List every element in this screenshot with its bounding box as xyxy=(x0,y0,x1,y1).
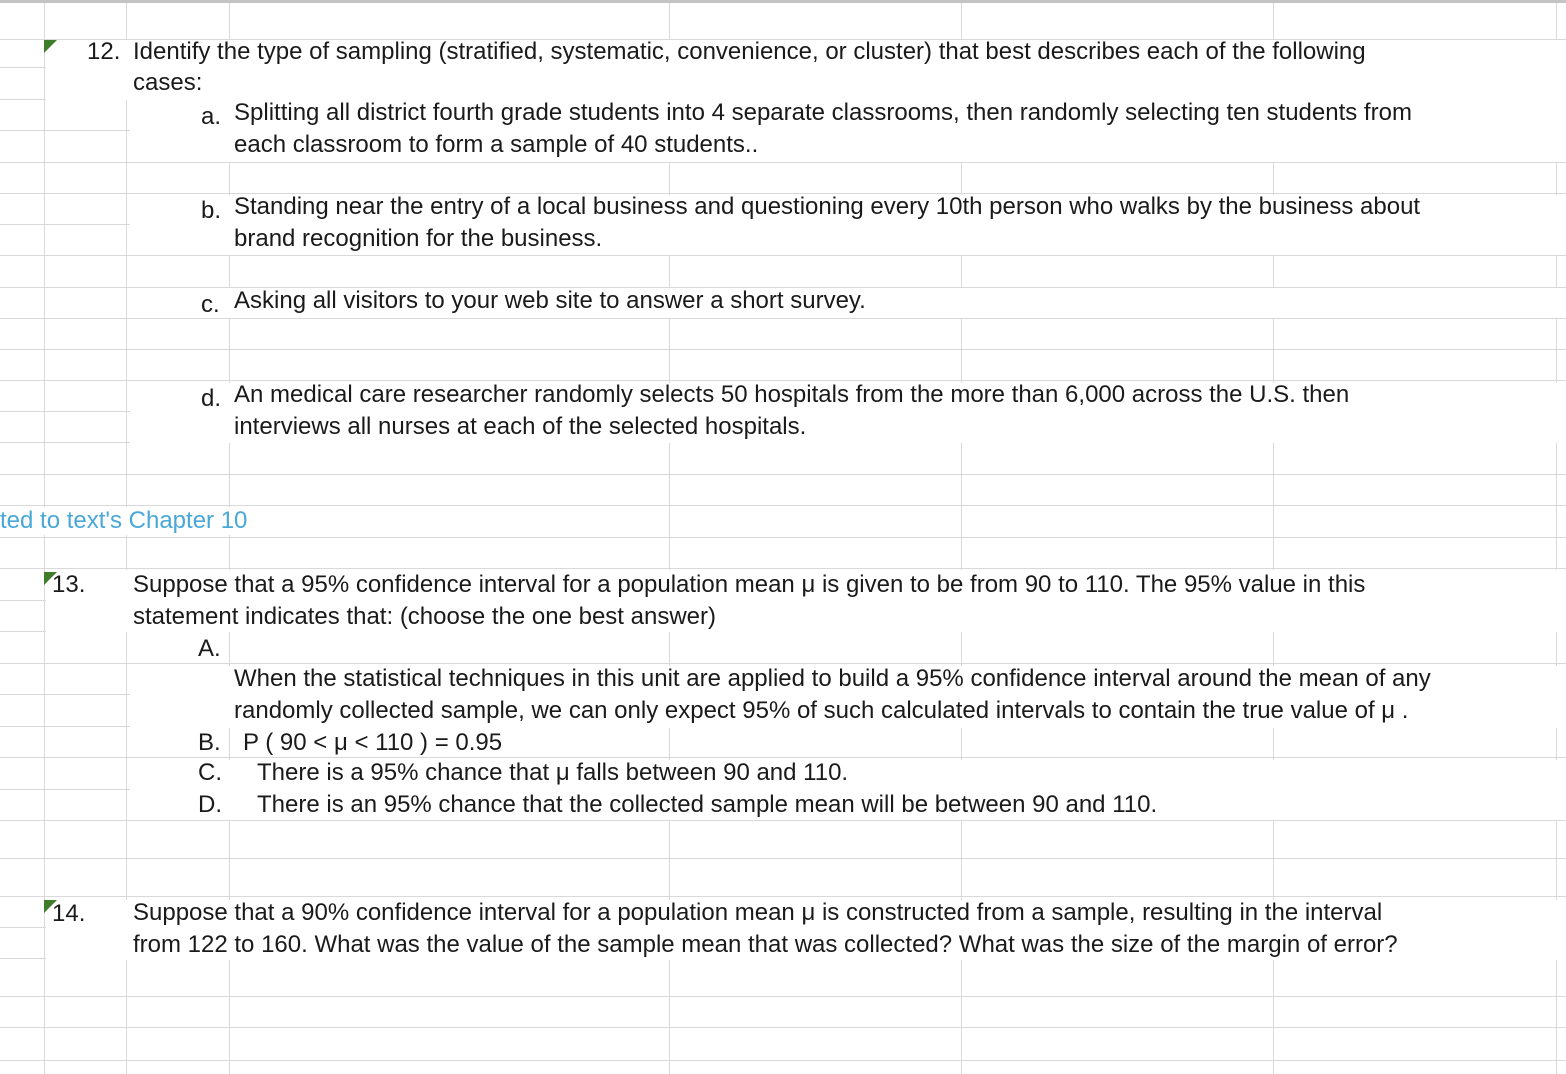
q14-number: 14. xyxy=(52,900,86,927)
q12-b-line2: brand recognition for the business. xyxy=(234,225,603,252)
q13-option-c-text: There is a 95% chance that μ falls between 90 and 110. xyxy=(257,759,849,786)
q12-d-line1: An medical care researcher randomly selects 50 hospitals from the more than 6,000 across the U.S. then xyxy=(234,381,1350,408)
q12-d-letter: d. xyxy=(201,385,222,412)
q13-option-a-line1: When the statistical techniques in this unit are applied to build a 95% confidence interval around the mean of any xyxy=(234,665,1431,692)
q12-b-letter: b. xyxy=(201,197,222,224)
q12-b-line1: Standing near the entry of a local business and questioning every 10th person who walks by the business about xyxy=(234,193,1421,220)
row-gridline xyxy=(0,162,1566,163)
row-gridline xyxy=(0,858,1566,859)
q14-prompt-line1: Suppose that a 90% confidence interval for a population mean μ is constructed from a sample, resulting in the interval xyxy=(133,899,1383,926)
q13-option-b-text: P ( 90 < μ < 110 ) = 0.95 xyxy=(243,729,503,756)
q13-option-a-letter: A. xyxy=(198,635,221,662)
q12-a-line2: each classroom to form a sample of 40 students.. xyxy=(234,131,759,158)
column-gridline xyxy=(44,3,45,1074)
comment-indicator-icon[interactable] xyxy=(44,40,57,53)
row-gridline xyxy=(0,349,1566,350)
q12-prompt-line1: Identify the type of sampling (stratified, systematic, convenience, or cluster) that best describes each of the following xyxy=(133,38,1366,65)
q12-number: 12. xyxy=(87,38,121,65)
row-gridline xyxy=(0,318,1566,319)
q13-option-d-letter: D. xyxy=(198,791,222,818)
q13-prompt-line2: statement indicates that: (choose the one best answer) xyxy=(133,603,716,630)
q12-prompt-line2: cases: xyxy=(133,69,203,96)
q13-option-d-text: There is an 95% chance that the collected sample mean will be between 90 and 110. xyxy=(257,791,1158,818)
q13-option-a-line2: randomly collected sample, we can only expect 95% of such calculated intervals to contain the true value of μ . xyxy=(234,697,1409,724)
row-gridline xyxy=(0,537,1566,538)
chapter-link[interactable]: ted to text's Chapter 10 xyxy=(0,507,248,534)
row-gridline xyxy=(0,1027,1566,1028)
row-gridline xyxy=(0,1060,1566,1061)
q13-prompt-line1: Suppose that a 95% confidence interval for a population mean μ is given to be from 90 to 110. The 95% value in this xyxy=(133,571,1366,598)
row-gridline xyxy=(0,255,1566,256)
q12-a-line1: Splitting all district fourth grade students into 4 separate classrooms, then randomly selecting ten students from xyxy=(234,99,1412,126)
q13-option-b-letter: B. xyxy=(198,729,221,756)
q12-a-letter: a. xyxy=(201,103,222,130)
header-border xyxy=(0,0,1566,3)
q13-option-c-letter: C. xyxy=(198,759,222,786)
q13-number: 13. xyxy=(52,571,86,598)
q12-c-line1: Asking all visitors to your web site to answer a short survey. xyxy=(234,287,866,314)
q14-prompt-line2: from 122 to 160. What was the value of the sample mean that was collected? What was the size of the margin of error? xyxy=(133,931,1398,958)
q12-d-line2: interviews all nurses at each of the selected hospitals. xyxy=(234,413,807,440)
q12-c-letter: c. xyxy=(201,291,220,318)
row-gridline xyxy=(0,996,1566,997)
row-gridline xyxy=(0,474,1566,475)
